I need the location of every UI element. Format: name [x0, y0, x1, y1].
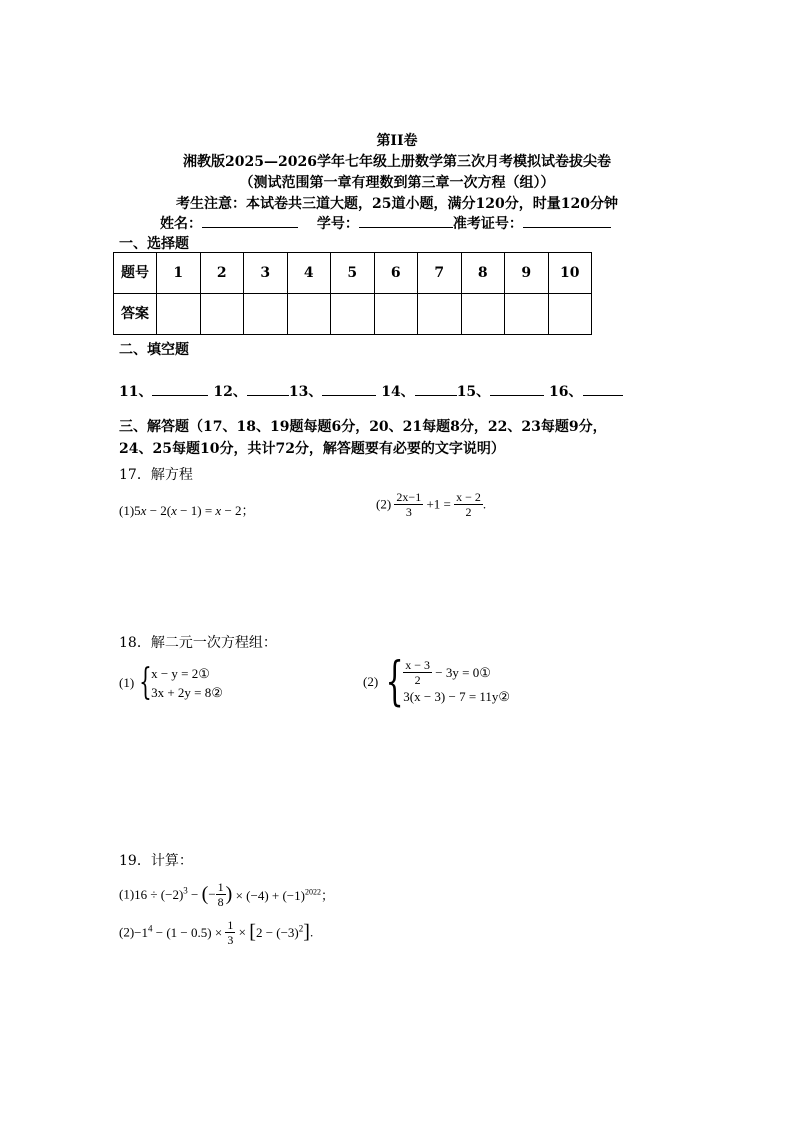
q18-part2-fraction-denominator: 2: [414, 673, 421, 687]
answer-cell-10[interactable]: [548, 294, 592, 335]
blank-14[interactable]: [415, 383, 457, 396]
q18-part2-prefix: (2): [363, 674, 379, 689]
q19-part2-fraction-denominator: 3: [227, 933, 234, 947]
q17-part2-prefix: (2): [376, 496, 392, 512]
qnum-6: 6: [374, 253, 418, 294]
qnum-9: 9: [505, 253, 549, 294]
q18-part2: [363, 652, 511, 712]
exam-number-field[interactable]: [523, 215, 611, 228]
question-number-row: [114, 253, 592, 294]
answer-label: 答案: [114, 294, 157, 335]
q18-part1-eq1: x − y = 2①: [151, 666, 210, 681]
question-number-label: 题号: [114, 253, 157, 294]
student-id-label: 学号：: [316, 216, 359, 232]
fill-blank-line: [119, 381, 623, 401]
qnum-5: 5: [331, 253, 375, 294]
q19-part1-prefix: (1): [119, 886, 135, 902]
qnum-1: 1: [157, 253, 201, 294]
q19-part2-fraction: [225, 918, 235, 947]
name-label: 姓名：: [160, 216, 202, 232]
q18-part2-eq1: − 3y = 0①: [435, 665, 491, 680]
blank-label-14: 14、: [381, 384, 415, 400]
q19-part2-prefix: (2): [119, 924, 135, 940]
answer-cell-5[interactable]: [331, 294, 375, 335]
qnum-4: 4: [287, 253, 331, 294]
q17-plus-one: +1 =: [426, 496, 451, 512]
section3-title-line2: 24、25每题10分，共计72分，解答题要有必要的文字说明）: [119, 441, 505, 457]
student-info-line: [160, 213, 611, 233]
qnum-7: 7: [418, 253, 462, 294]
section1-title: 一、选择题: [119, 236, 189, 252]
section2-title: 二、填空题: [119, 342, 189, 358]
q18-part1-prefix: (1): [119, 675, 135, 690]
blank-label-13: 13、: [288, 384, 323, 400]
q19-part2: $(2)-1^4 - (1 - 0.5)$ × $\frac{1}{3}$ × $[2 - (-3)^2]$.: [119, 918, 314, 947]
answer-cell-9[interactable]: [505, 294, 549, 335]
name-field[interactable]: [202, 215, 298, 228]
q17-fraction-left: [394, 490, 423, 519]
answer-row: [114, 294, 592, 335]
qnum-3: 3: [244, 253, 288, 294]
q18-part1-eq2: 3x + 2y = 8②: [151, 685, 223, 700]
q17-fraction-right-denominator: 2: [465, 505, 472, 519]
q17-part1-prefix: (1): [119, 503, 135, 518]
exam-title: 湘教版2025—2026学年七年级上册数学第三次月考模拟试卷拔尖卷: [183, 154, 611, 170]
q18-part1: [119, 664, 223, 702]
q18-part2-fraction-numerator: x − 3: [405, 658, 431, 672]
blank-label-16: 16、: [549, 384, 583, 400]
blank-16[interactable]: [583, 383, 623, 396]
blank-label-15: 15、: [456, 384, 491, 400]
exam-notice: 考生注意：本试卷共三道大题，25道小题，满分120分，时量120分钟: [176, 196, 618, 212]
answer-cell-8[interactable]: [461, 294, 505, 335]
blank-12[interactable]: [247, 383, 289, 396]
blank-label-12: 12、: [213, 384, 247, 400]
answer-cell-4[interactable]: [287, 294, 331, 335]
answer-cell-6[interactable]: [374, 294, 418, 335]
qnum-2: 2: [200, 253, 244, 294]
blank-15[interactable]: [490, 383, 544, 396]
q17-part2: (2) $\frac{2x-1}{3}$ +1 = $\frac{x - 2}{2}$ .: [376, 490, 487, 519]
q18-part1-brace: {: [139, 662, 152, 703]
q17-fraction-right: [454, 490, 483, 519]
answer-cell-7[interactable]: [418, 294, 462, 335]
q17-fraction-left-denominator: 3: [405, 505, 412, 519]
blank-13[interactable]: [322, 383, 376, 396]
q17-part1: (1)5x − 2(x − 1) = x − 2；: [119, 503, 255, 518]
blank-label-11: 11、: [119, 384, 153, 400]
answer-table: [113, 252, 592, 335]
q18-part1-system: [151, 664, 223, 702]
exam-scope: （测试范围第一章有理数到第三章一次方程（组））: [239, 175, 555, 191]
q19-label: 19．计算：: [119, 853, 193, 869]
answer-cell-1[interactable]: [157, 294, 201, 335]
volume-title: 第II卷: [376, 133, 418, 149]
exam-number-label: 准考证号：: [452, 216, 523, 232]
q17-label: 17．解方程: [119, 467, 193, 483]
q17-fraction-right-numerator: x − 2: [456, 490, 481, 504]
q19-part2-fraction-numerator: 1: [227, 918, 234, 932]
q18-part2-system: [403, 658, 510, 706]
answer-cell-2[interactable]: [200, 294, 244, 335]
qnum-8: 8: [461, 253, 505, 294]
blank-11[interactable]: [152, 383, 208, 396]
q18-label: 18．解二元一次方程组：: [119, 635, 277, 651]
student-id-field[interactable]: [359, 215, 453, 228]
q18-part2-fraction: [403, 658, 432, 687]
answer-cell-3[interactable]: [244, 294, 288, 335]
q17-fraction-left-numerator: 2x−1: [396, 490, 422, 504]
q18-part2-eq2: 3(x − 3) − 7 = 11y②: [403, 689, 511, 704]
qnum-10: 10: [548, 253, 592, 294]
q19-part1: $(1)16 \div (-2)^3$ − (− $\frac{1}{8}$ ) × $(-4) + (-1)^{2022}$；: [119, 880, 334, 909]
q18-part2-brace: {: [385, 652, 404, 712]
section3-title-line1: 三、解答题（17、18、19题每题6分，20、21每题8分，22、23每题9分，: [119, 419, 607, 435]
